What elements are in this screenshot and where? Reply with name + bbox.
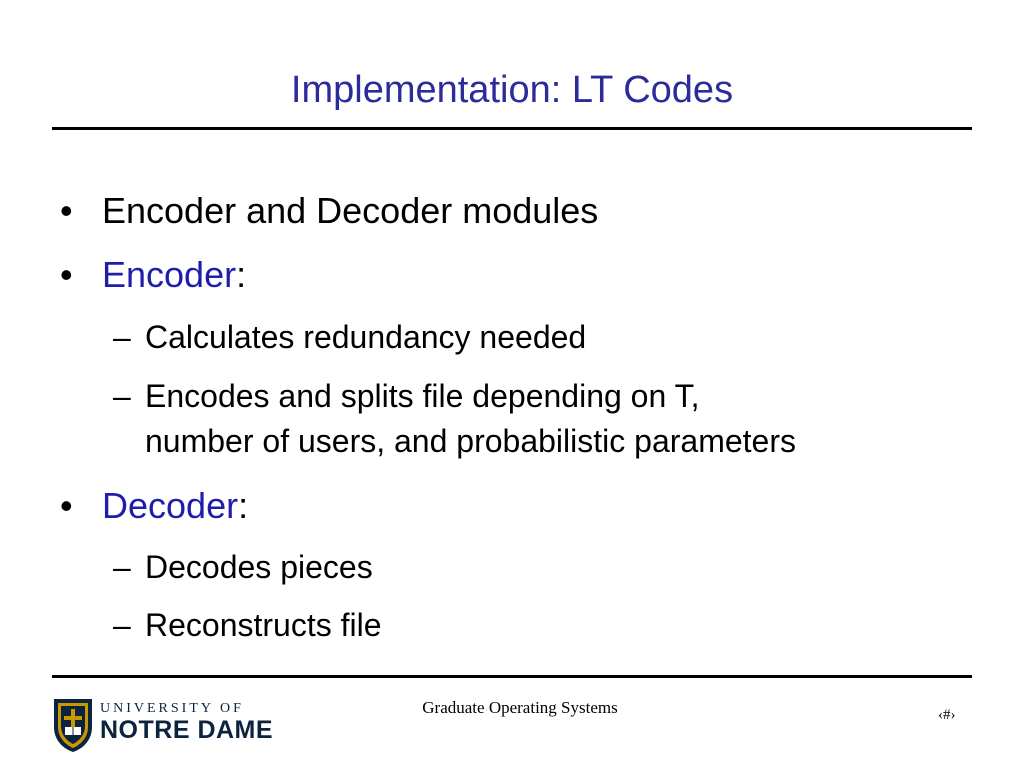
bullet-text: Encoder and Decoder modules	[102, 190, 599, 231]
dash-marker: –	[113, 549, 131, 585]
slide-title: Implementation: LT Codes	[290, 69, 734, 111]
logo-notre-dame: NOTRE DAME	[100, 716, 274, 744]
dash-marker: –	[113, 378, 131, 414]
sub-item-text: Calculates redundancy needed	[145, 319, 587, 355]
sub-item-text: Decodes pieces	[145, 549, 373, 585]
bullet-marker: •	[60, 254, 73, 295]
dash-marker: –	[113, 607, 131, 643]
encoder-heading: Encoder	[102, 254, 237, 295]
bullet-marker: •	[60, 190, 73, 231]
dash-marker: –	[113, 319, 131, 355]
encoder-colon: :	[236, 254, 247, 295]
logo-university-of: UNIVERSITY OF	[100, 701, 244, 716]
sub-item-text-line2: number of users, and probabilistic parameters	[145, 423, 796, 459]
bullet-marker: •	[60, 485, 73, 526]
sub-item-text-line1: Encodes and splits file depending on T,	[145, 378, 700, 414]
decoder-heading: Decoder	[102, 485, 239, 526]
bottom-divider	[52, 675, 972, 678]
page-number: ‹#›	[938, 707, 956, 723]
decoder-colon: :	[238, 485, 249, 526]
footer-course-title: Graduate Operating Systems	[422, 698, 618, 717]
sub-item-text: Reconstructs file	[145, 607, 382, 643]
